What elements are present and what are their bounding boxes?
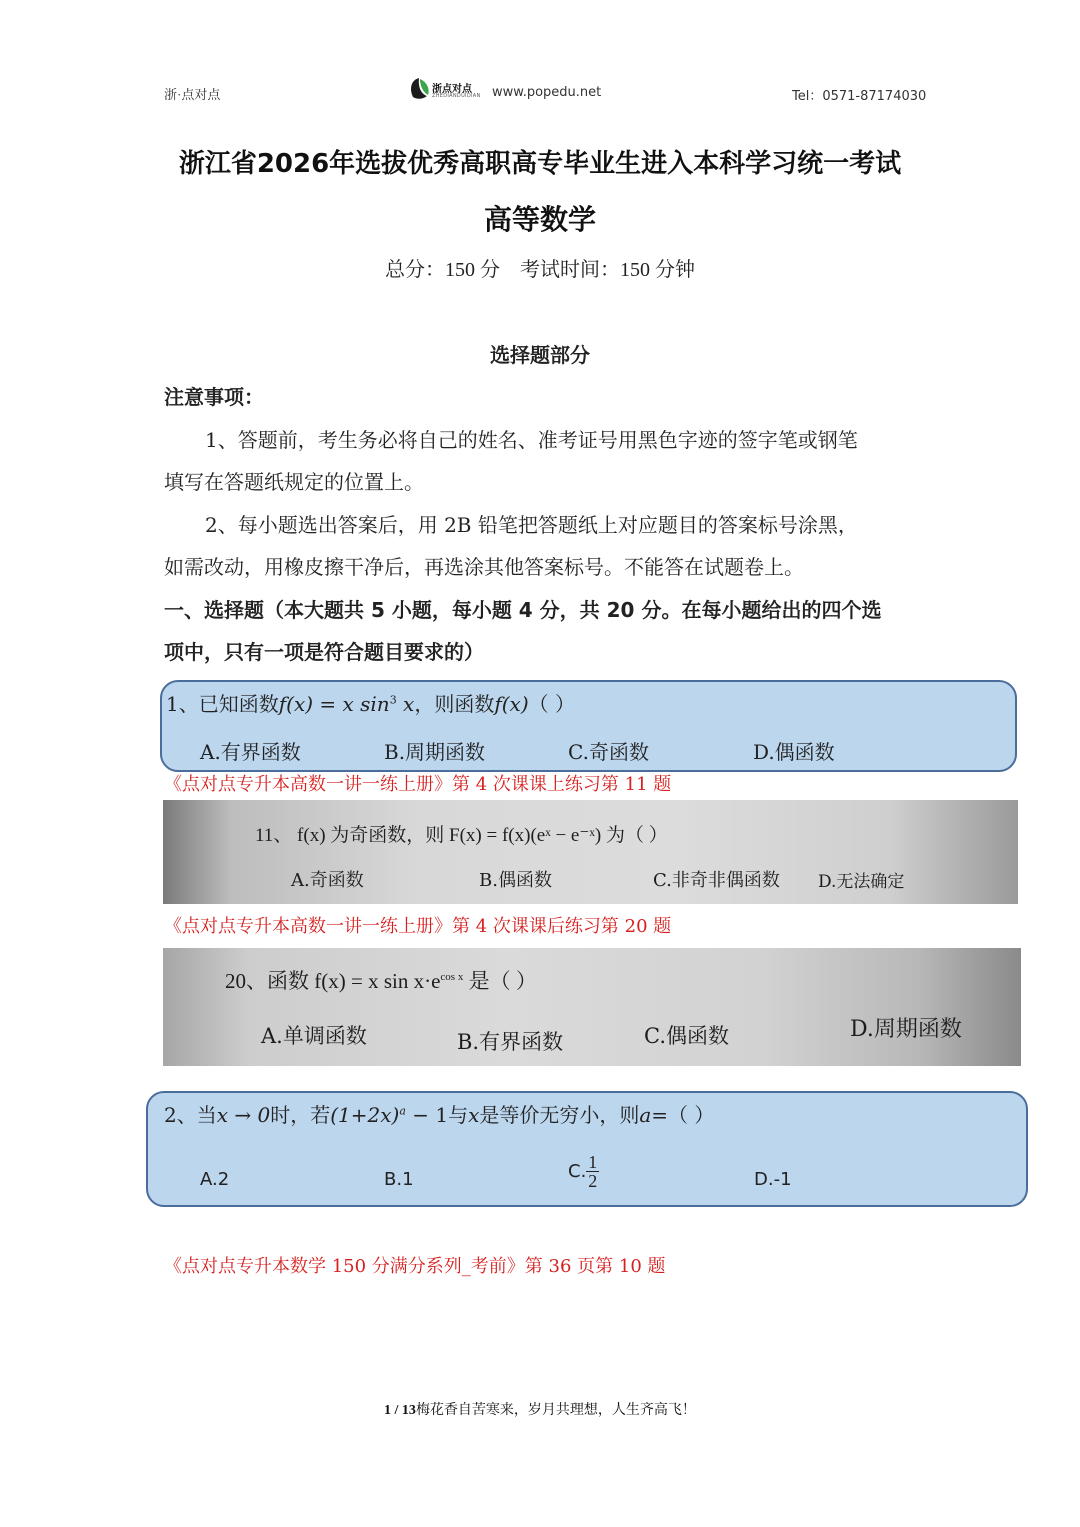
- footer-motto: 梅花香自苦寒来，岁月共理想，人生齐高飞！: [415, 1403, 696, 1418]
- question-2-stem: [164, 1099, 714, 1128]
- photo-1-option-b: B.偶函数: [479, 870, 552, 891]
- q2-a: a: [639, 1103, 652, 1127]
- photo-2-stem-post: 是（ ）: [463, 969, 537, 993]
- q1-prefix: 1、已知函数: [166, 692, 279, 716]
- header-left: 浙·点对点: [164, 87, 221, 102]
- q1-eq: = x sin: [313, 692, 390, 716]
- question-2-box: [146, 1091, 1028, 1207]
- notice-item-2-line-1: 2、每小题选出答案后，用 2B 铅笔把答题纸上对应题目的答案标号涂黑，: [205, 513, 858, 537]
- photo-excerpt-2: [163, 948, 1021, 1066]
- q2-eq: =（ ）: [651, 1103, 715, 1127]
- part1-heading-line-1: 一、选择题（本大题共 5 小题，每小题 4 分，共 20 分。在每小题给出的四个选: [164, 598, 882, 622]
- subject-title: 高等数学: [483, 203, 596, 236]
- exam-meta: 总分：150 分 考试时间：150 分钟: [385, 259, 695, 281]
- q1-option-a[interactable]: A.有界函数: [200, 740, 301, 764]
- photo-1-stem: 11、 f(x) 为奇函数，则 F(x) = f(x)(eˣ − e⁻ˣ) 为（ ）: [255, 825, 668, 846]
- header-url[interactable]: www.popedu.net: [492, 85, 602, 100]
- q2-expr: (1+2x): [330, 1103, 400, 1127]
- q1-fx: f(x): [278, 692, 314, 716]
- photo-2-option-c: C.偶函数: [644, 1024, 729, 1048]
- question-1-box: [160, 680, 1017, 772]
- q2-option-d[interactable]: D.-1: [754, 1169, 792, 1190]
- q1-fx2: f(x): [494, 692, 529, 716]
- fraction-denominator: 2: [588, 1171, 598, 1191]
- photo-2-stem-sup: cos x: [440, 971, 464, 983]
- photo-2-option-b: B.有界函数: [457, 1030, 564, 1054]
- photo-2-option-d: D.周期函数: [850, 1017, 962, 1042]
- part1-heading-line-2: 项中，只有一项是符合题目要求的）: [164, 640, 484, 664]
- q2-mid: 时，若: [270, 1103, 331, 1127]
- reference-1: 《点对点专升本高数一讲一练上册》第 4 次课课上练习第 11 题: [164, 774, 672, 795]
- q1-paren: （ ）: [528, 692, 575, 716]
- notice-item-1-line-2: 填写在答题纸规定的位置上。: [164, 470, 424, 494]
- q1-x: x: [396, 692, 415, 716]
- q2-x: x: [468, 1103, 480, 1127]
- logo-subtitle: ZHEDIANDUIDIAN: [432, 93, 481, 99]
- q2-prefix: 2、当: [164, 1103, 217, 1127]
- q2-option-c-fraction: [586, 1153, 599, 1190]
- notice-item-1-line-1: 1、答题前，考生务必将自己的姓名、准考证号用黑色字迹的签字笔或钢笔: [205, 428, 858, 452]
- reference-3: 《点对点专升本数学 150 分满分系列_考前》第 36 页第 10 题: [164, 1256, 666, 1277]
- q1-sup: 3: [389, 693, 397, 707]
- photo-2-option-a: A.单调函数: [261, 1024, 367, 1048]
- exam-title: 浙江省2026年选拔优秀高职高专毕业生进入本科学习统一考试: [178, 149, 902, 179]
- q2-tail: − 1与: [405, 1103, 469, 1127]
- q2-option-c-prefix: C.: [568, 1161, 587, 1182]
- q2-option-b[interactable]: B.1: [384, 1169, 414, 1190]
- q2-sup: a: [399, 1104, 406, 1118]
- brand-logo: [408, 77, 482, 103]
- photo-2-stem-pre: 20、函数 f(x) = x sin x·e: [225, 969, 441, 993]
- question-1-stem: [166, 688, 575, 717]
- notice-label: 注意事项：: [164, 385, 264, 409]
- notice-item-2-line-2: 如需改动，用橡皮擦干净后，再选涂其他答案标号。不能答在试题卷上。: [164, 555, 804, 579]
- q2-option-a[interactable]: A.2: [200, 1169, 230, 1190]
- section-heading: 选择题部分: [490, 343, 590, 367]
- photo-1-option-a: A.奇函数: [291, 870, 364, 891]
- q2-end: 是等价无穷小，则: [479, 1103, 640, 1127]
- fraction-numerator: 1: [588, 1152, 598, 1172]
- photo-1-option-d: D.无法确定: [818, 872, 905, 892]
- page-number: 1 / 13: [384, 1403, 416, 1418]
- logo-name: 浙点对点: [432, 84, 472, 95]
- photo-2-stem: [225, 965, 537, 995]
- photo-excerpt-1: [163, 800, 1018, 904]
- photo-1-option-c: C.非奇非偶函数: [653, 870, 780, 891]
- q1-mid: ，则函数: [414, 692, 495, 716]
- q2-option-c[interactable]: [568, 1153, 599, 1190]
- footer: [0, 1399, 1080, 1419]
- q2-cond: x → 0: [216, 1103, 271, 1127]
- q1-option-d[interactable]: D.偶函数: [753, 740, 835, 764]
- header-tel: Tel：0571-87174030: [792, 89, 927, 104]
- q1-option-b[interactable]: B.周期函数: [384, 740, 486, 764]
- leaf-logo-icon: [408, 77, 430, 101]
- reference-2: 《点对点专升本高数一讲一练上册》第 4 次课课后练习第 20 题: [164, 916, 672, 937]
- q1-option-c[interactable]: C.奇函数: [568, 740, 649, 764]
